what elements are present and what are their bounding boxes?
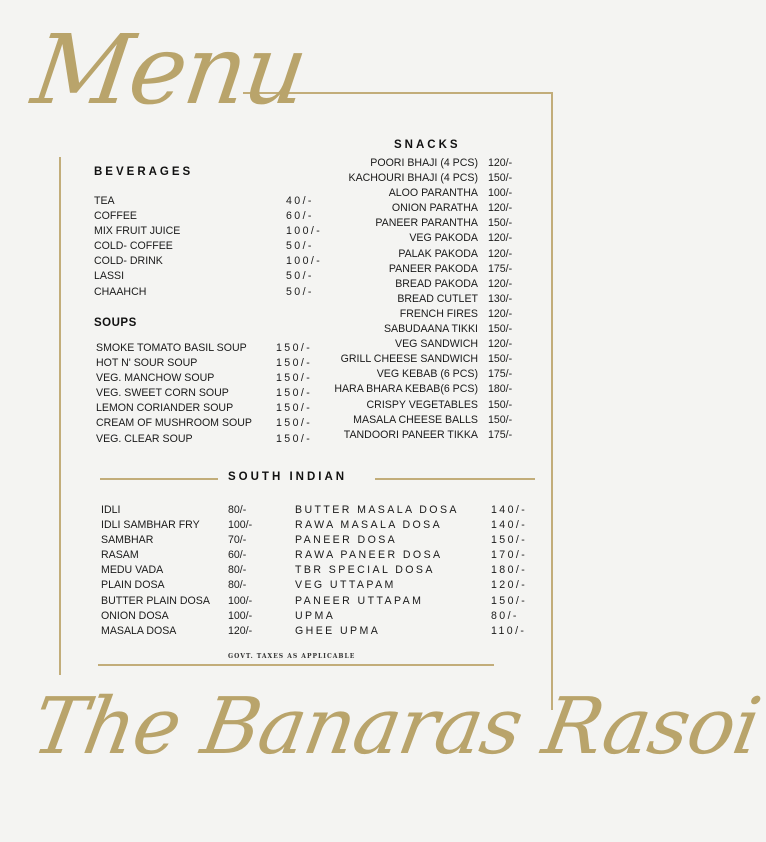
menu-item-name: MASALA CHEESE BALLS <box>353 413 478 426</box>
snacks-heading: SNACKS <box>394 139 461 151</box>
menu-item <box>320 231 526 246</box>
menu-item-price: 50/- <box>286 285 314 298</box>
menu-item-name: ONION DOSA <box>101 609 169 622</box>
menu-item-name: PANEER PARANTHA <box>375 217 478 230</box>
footer-divider <box>98 664 494 666</box>
menu-item <box>320 382 526 397</box>
menu-item-name: POORI BHAJI (4 PCS) <box>370 157 478 169</box>
menu-item <box>320 186 526 201</box>
menu-item <box>320 292 526 307</box>
menu-item-name: RASAM <box>101 549 139 562</box>
menu-item <box>320 367 526 382</box>
menu-item <box>295 624 545 639</box>
soups-heading: SOUPS <box>94 317 137 329</box>
tax-footnote: GOVT. TAXES AS APPLICABLE <box>228 653 356 660</box>
menu-item <box>94 224 326 239</box>
menu-item-price: 120/- <box>488 277 513 290</box>
menu-item <box>295 533 545 548</box>
menu-item-price: 150/- <box>276 417 313 430</box>
menu-item-name: MEDU VADA <box>101 564 164 577</box>
menu-item-price: 120/- <box>488 232 513 245</box>
menu-item-name: BREAD PAKODA <box>395 277 478 290</box>
section-divider-right <box>375 478 535 480</box>
brand-title: The Banaras Rasoi <box>26 682 766 772</box>
soups-list <box>96 341 328 447</box>
menu-item <box>295 594 545 609</box>
menu-item <box>320 352 526 367</box>
menu-item-price: 150/- <box>491 594 528 607</box>
menu-item-price: 140/- <box>491 519 528 532</box>
menu-item <box>295 563 545 578</box>
frame-left-line <box>59 157 61 675</box>
menu-item-name: PANEER DOSA <box>295 534 398 547</box>
menu-item <box>101 609 271 624</box>
menu-item-price: 170/- <box>491 549 528 562</box>
south-indian-right-list <box>295 503 545 639</box>
menu-item-name: RAWA PANEER DOSA <box>295 549 443 562</box>
menu-item <box>101 594 271 609</box>
menu-item-name: COLD- COFFEE <box>94 240 173 253</box>
menu-item <box>320 201 526 216</box>
menu-item-price: 150/- <box>488 353 513 366</box>
menu-item-name: PALAK PAKODA <box>398 247 478 260</box>
menu-item <box>320 277 526 292</box>
menu-item <box>101 548 271 563</box>
menu-item <box>101 503 271 518</box>
menu-item-price: 120/- <box>488 338 513 351</box>
south-indian-heading: SOUTH INDIAN <box>228 471 348 483</box>
menu-item-name: SAMBHAR <box>101 534 154 547</box>
menu-item <box>94 269 326 284</box>
south-indian-left-list <box>101 503 271 639</box>
menu-item-price: 50/- <box>286 240 314 253</box>
menu-item <box>101 533 271 548</box>
menu-item-name: TBR SPECIAL DOSA <box>295 564 435 577</box>
menu-item <box>94 254 326 269</box>
menu-item-name: BUTTER MASALA DOSA <box>295 504 459 516</box>
menu-item-name: CREAM OF MUSHROOM SOUP <box>96 417 252 430</box>
menu-item-price: 175/- <box>488 368 513 381</box>
menu-item-price: 120/- <box>228 624 253 637</box>
frame-right-line <box>551 92 553 710</box>
menu-item <box>320 322 526 337</box>
menu-item-price: 175/- <box>488 262 513 275</box>
menu-item <box>320 262 526 277</box>
menu-item-price: 70/- <box>228 534 247 547</box>
menu-item-price: 100/- <box>286 255 323 268</box>
menu-title: Menu <box>26 14 313 126</box>
menu-item-name: CRISPY VEGETABLES <box>366 398 478 411</box>
section-divider-left <box>100 478 218 480</box>
menu-item-price: 175/- <box>488 428 513 441</box>
beverages-heading: BEVERAGES <box>94 166 194 178</box>
menu-item <box>94 239 326 254</box>
menu-item-price: 150/- <box>488 398 513 411</box>
menu-item-price: 150/- <box>488 323 513 336</box>
menu-item <box>320 247 526 262</box>
menu-item-name: CHAAHCH <box>94 285 147 298</box>
menu-item <box>101 518 271 533</box>
menu-item-name: PLAIN DOSA <box>101 579 165 592</box>
menu-item-name: KACHOURI BHAJI (4 PCS) <box>348 172 478 185</box>
menu-item-name: ONION PARATHA <box>391 202 478 215</box>
menu-item-price: 100/- <box>228 609 253 622</box>
menu-item-price: 150/- <box>276 387 313 400</box>
menu-item-price: 150/- <box>276 372 313 385</box>
menu-item <box>96 356 328 371</box>
menu-item-name: VEG UTTAPAM <box>295 579 396 592</box>
menu-item <box>320 428 526 443</box>
menu-item-price: 120/- <box>488 157 513 169</box>
menu-item-price: 120/- <box>491 579 528 592</box>
menu-item-name: SMOKE TOMATO BASIL SOUP <box>96 342 247 354</box>
menu-item <box>295 578 545 593</box>
menu-item-name: VEG. SWEET CORN SOUP <box>96 387 229 400</box>
menu-item-price: 100/- <box>228 519 253 532</box>
menu-item-price: 60/- <box>286 210 314 223</box>
menu-item-name: HARA BHARA KEBAB(6 PCS) <box>334 383 478 396</box>
menu-item <box>295 518 545 533</box>
menu-item-price: 150/- <box>491 534 528 547</box>
menu-item <box>101 563 271 578</box>
menu-item-name: GRILL CHEESE SANDWICH <box>340 353 478 366</box>
menu-item <box>94 209 326 224</box>
menu-item <box>94 285 326 300</box>
menu-item-name: IDLI SAMBHAR FRY <box>101 519 200 532</box>
menu-item-price: 140/- <box>491 504 528 516</box>
menu-item-price: 80/- <box>228 504 247 516</box>
menu-item-price: 120/- <box>488 307 513 320</box>
menu-item-name: RAWA MASALA DOSA <box>295 519 443 532</box>
menu-item-name: VEG. MANCHOW SOUP <box>96 372 215 385</box>
menu-item <box>320 398 526 413</box>
menu-item-price: 120/- <box>488 202 513 215</box>
menu-item-name: VEG PAKODA <box>409 232 478 245</box>
menu-item-name: COFFEE <box>94 210 137 223</box>
menu-item-price: 40/- <box>286 195 314 207</box>
menu-item <box>101 624 271 639</box>
menu-item-name: FRENCH FIRES <box>399 307 478 320</box>
menu-item-price: 100/- <box>228 594 253 607</box>
menu-item-price: 150/- <box>276 402 313 415</box>
menu-item-name: GHEE UPMA <box>295 624 381 637</box>
menu-item-price: 120/- <box>488 247 513 260</box>
menu-item-name: PANEER PAKODA <box>388 262 478 275</box>
menu-item-name: COLD- DRINK <box>94 255 163 268</box>
menu-item <box>96 432 328 447</box>
menu-item-name: BREAD CUTLET <box>397 292 478 305</box>
menu-item <box>295 548 545 563</box>
menu-item-price: 80/- <box>228 579 247 592</box>
menu-item-price: 150/- <box>276 432 313 445</box>
menu-item-price: 180/- <box>491 564 528 577</box>
menu-item-name: SABUDAANA TIKKI <box>383 323 478 336</box>
menu-item-name: VEG. CLEAR SOUP <box>96 432 193 445</box>
menu-item-name: VEG SANDWICH <box>395 338 478 351</box>
menu-item-price: 110/- <box>491 624 527 637</box>
menu-item <box>320 307 526 322</box>
beverages-list <box>94 194 326 300</box>
menu-item <box>96 341 328 356</box>
menu-item <box>320 337 526 352</box>
menu-item <box>101 578 271 593</box>
menu-item-name: PANEER UTTAPAM <box>295 594 424 607</box>
menu-item-name: MASALA DOSA <box>101 624 177 637</box>
menu-item-name: TEA <box>94 195 115 207</box>
menu-item-name: TANDOORI PANEER TIKKA <box>343 428 478 441</box>
menu-item-price: 80/- <box>491 609 519 622</box>
menu-item-price: 130/- <box>488 292 513 305</box>
menu-item-price: 150/- <box>488 172 513 185</box>
menu-item-name: IDLI <box>101 504 121 516</box>
menu-item-price: 150/- <box>276 357 313 370</box>
menu-item-price: 150/- <box>488 413 513 426</box>
menu-item <box>96 386 328 401</box>
menu-item <box>94 194 326 209</box>
menu-item-price: 50/- <box>286 270 314 283</box>
menu-item-name: LEMON CORIANDER SOUP <box>96 402 234 415</box>
menu-item <box>320 216 526 231</box>
menu-item <box>320 413 526 428</box>
menu-item <box>295 609 545 624</box>
menu-item <box>295 503 545 518</box>
menu-item-price: 100/- <box>286 225 323 238</box>
menu-item-price: 100/- <box>488 187 513 200</box>
menu-item <box>96 401 328 416</box>
menu-item-price: 150/- <box>276 342 313 354</box>
snacks-list <box>320 156 526 443</box>
menu-item <box>320 171 526 186</box>
menu-item <box>320 156 526 171</box>
menu-item-name: ALOO PARANTHA <box>388 187 478 200</box>
menu-item <box>96 416 328 431</box>
menu-item-name: HOT N' SOUR SOUP <box>96 357 198 370</box>
menu-item-price: 180/- <box>488 383 513 396</box>
menu-item-price: 150/- <box>488 217 513 230</box>
menu-item <box>96 371 328 386</box>
menu-item-name: LASSI <box>94 270 125 283</box>
menu-item-name: BUTTER PLAIN DOSA <box>101 594 210 607</box>
menu-item-price: 60/- <box>228 549 247 562</box>
menu-item-name: UPMA <box>295 609 336 622</box>
menu-item-name: MIX FRUIT JUICE <box>94 225 181 238</box>
menu-item-name: VEG KEBAB (6 PCS) <box>376 368 478 381</box>
menu-item-price: 80/- <box>228 564 247 577</box>
